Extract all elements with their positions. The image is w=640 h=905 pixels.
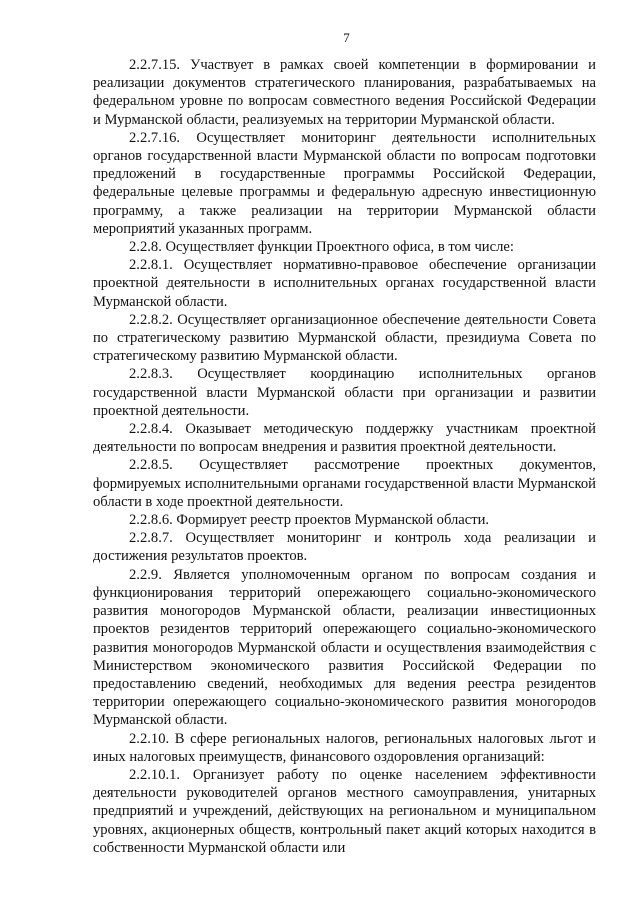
paragraph-2-2-8-5: 2.2.8.5. Осуществляет рассмотрение проектных документов, формируемых исполнительными органами государственной власти Мурманской области в ходе проектной деятельности.	[93, 457, 596, 510]
paragraph-2-2-8-7: 2.2.8.7. Осуществляет мониторинг и контроль хода реализации и достижения результатов проектов.	[93, 530, 596, 565]
paragraph-2-2-8-6: 2.2.8.6. Формирует реестр проектов Мурманской области.	[129, 512, 490, 529]
paragraph-2-2-10-1: 2.2.10.1. Организует работу по оценке населением эффективности деятельности руководителей органов местного самоуправления, унитарных предприятий и учреждений, действующих на региональном и муниципальном уровнях, акционерных обществ, контрольный пакет акций которых находится в собственности Мурманской области или	[93, 766, 596, 856]
document-body	[93, 56, 596, 857]
paragraph-2-2-8-3: 2.2.8.3. Осуществляет координацию исполнительных органов государственной власти Мурманской области при организации и развитии проектной деятельности.	[93, 366, 596, 419]
paragraph-2-2-7-16: 2.2.7.16. Осуществляет мониторинг деятельности исполнительных органов государственной власти Мурманской области по вопросам подготовки предложений в государственные программы Российской Федерации, федеральные целевые программы и федеральную адресную инвестиционную программу, а также реализации на территории Мурманской области мероприятий указанных программ.	[93, 129, 596, 237]
page-number: 7	[343, 30, 350, 45]
paragraph-2-2-8-4: 2.2.8.4. Оказывает методическую поддержку участникам проектной деятельности по вопросам внедрения и развития проектной деятельности.	[93, 421, 596, 456]
paragraph-2-2-8-2: 2.2.8.2. Осуществляет организационное обеспечение деятельности Совета по стратегическому развитию Мурманской области, президиума Совета по стратегическому развитию Мурманской области.	[93, 311, 596, 365]
paragraph-2-2-9: 2.2.9. Является уполномоченным органом по вопросам создания и функционирования территорий опережающего социально-экономического развития моногородов Мурманской области, реализации инвестиционных проектов резидентов территорий опережающего социально-экономического развития моногородов Мурманской области и осуществления взаимодействия с Министерством экономического развития Российской Федерации по предоставлению сведений, необходимых для ведения реестра резидентов территории опережающего социально-экономического развития моногородов Мурманской области.	[93, 566, 596, 729]
paragraph-2-2-8-1: 2.2.8.1. Осуществляет нормативно-правовое обеспечение организации проектной деятельности в исполнительных органах государственной власти Мурманской области.	[93, 257, 596, 310]
paragraph-2-2-8: 2.2.8. Осуществляет функции Проектного офиса, в том числе:	[129, 239, 514, 256]
paragraph-2-2-10: 2.2.10. В сфере региональных налогов, региональных налоговых льгот и иных налоговых преимуществ, финансового оздоровления организаций:	[93, 730, 596, 765]
paragraph-2-2-7-15: 2.2.7.15. Участвует в рамках своей компетенции в формировании и реализации документов стратегического планирования, разрабатываемых на федеральном уровне по вопросам совместного ведения Российской Федерации и Мурманской области, реализуемых на территории Мурманской области.	[93, 57, 596, 128]
